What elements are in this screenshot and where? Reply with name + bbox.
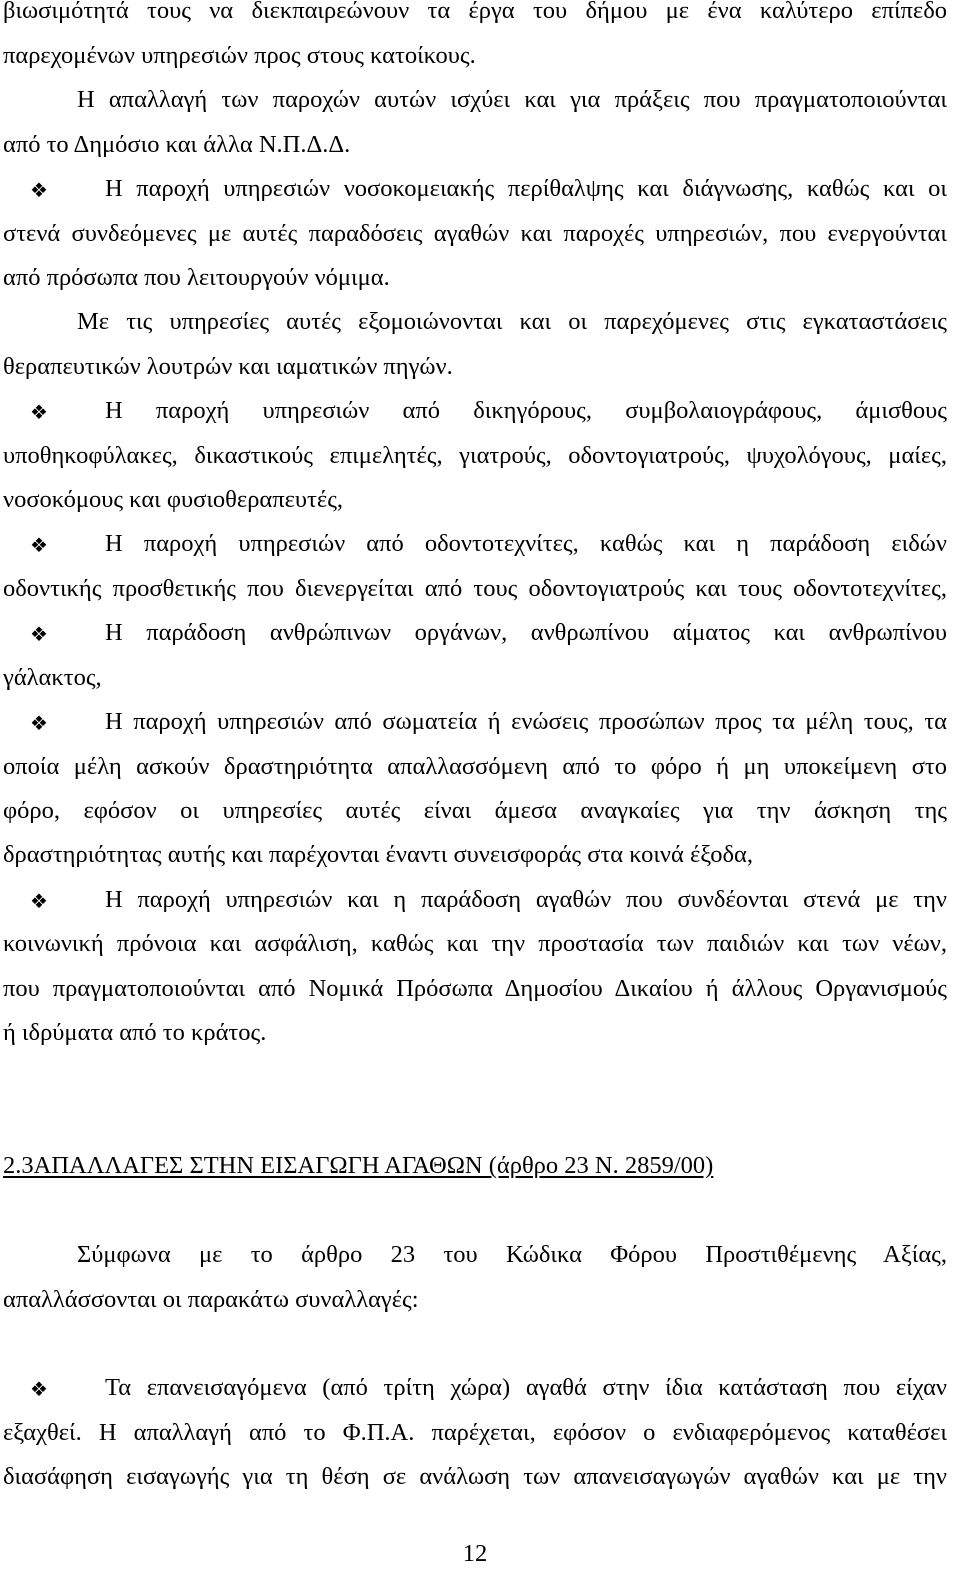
text-line: κοινωνική πρόνοια και ασφάλιση, καθώς και την προστασία των παιδιών και των νέων, (3, 930, 947, 958)
list-item (3, 389, 947, 522)
text-line: νοσοκόμους και φυσιοθεραπευτές, (3, 486, 344, 514)
list-item-first-line (3, 167, 947, 211)
text-line: από το Δημόσιο και άλλα Ν.Π.Δ.Δ. (3, 130, 351, 158)
document-page-text (3, 0, 947, 1500)
text-line: διασάφηση εισαγωγής για τη θέση σε ανάλωση των απανεισαγωγών αγαθών και με την (3, 1463, 947, 1491)
list-item (3, 878, 947, 1056)
list-item-first-line (3, 522, 947, 566)
list-item (3, 700, 947, 878)
section-heading-line (3, 1144, 947, 1188)
list-item (3, 611, 947, 700)
spacer (3, 1100, 947, 1144)
text-line: υποθηκοφύλακες, δικαστικούς επιμελητές, γιατρούς, οδοντογιατρούς, ψυχολόγους, μαίες, (3, 441, 947, 469)
text-line: Η παροχή υπηρεσιών από σωματεία ή ενώσεις προσώπων προς τα μέλη τους, τα (105, 708, 947, 736)
bullet-diamond-icon: ❖ (30, 400, 48, 425)
list-item-first-line (3, 611, 947, 655)
list-item-first-line (3, 389, 947, 433)
text-line: οδοντικής προσθετικής που διενεργείται από τους οδοντογιατρούς και τους οδοντοτεχνίτες, (3, 574, 947, 602)
list-item (3, 522, 947, 611)
text-line: Με τις υπηρεσίες αυτές εξομοιώνονται και οι παρεχόμενες στις εγκαταστάσεις (77, 308, 947, 336)
bullet-diamond-icon: ❖ (30, 533, 48, 558)
text-line: Τα επανεισαγόμενα (από τρίτη χώρα) αγαθά στην ίδια κατάσταση που είχαν (105, 1374, 947, 1402)
section-intro-paragraph (3, 1233, 947, 1322)
text-line: Σύμφωνα με το άρθρο 23 του Κώδικα Φόρου Προστιθέμενης Αξίας, (77, 1241, 947, 1269)
continued-paragraph (3, 0, 947, 78)
text-line: εξαχθεί. Η απαλλαγή από το Φ.Π.Α. παρέχεται, εφόσον ο ενδιαφερόμενος καταθέσει (3, 1418, 947, 1446)
text-line: οποία μέλη ασκούν δραστηριότητα απαλλασσόμενη από το φόρο ή μη υποκείμενη στο (3, 752, 947, 780)
bullet-diamond-icon: ❖ (30, 178, 48, 203)
text-line: Η απαλλαγή των παροχών αυτών ισχύει και για πράξεις που πραγματοποιούνται (77, 86, 947, 114)
text-line: ή ιδρύματα από το κράτος. (3, 1019, 267, 1047)
text-line: Η παροχή υπηρεσιών από οδοντοτεχνίτες, καθώς και η παράδοση ειδών (105, 530, 947, 558)
text-line: από πρόσωπα που λειτουργούν νόμιμα. (3, 263, 390, 291)
text-line: Η παράδοση ανθρώπινων οργάνων, ανθρωπίνου αίματος και ανθρωπίνου (105, 619, 947, 647)
text-line: απαλλάσσονται οι παρακάτω συναλλαγές: (3, 1285, 419, 1313)
bullet-diamond-icon: ❖ (30, 711, 48, 736)
text-line: δραστηριότητας αυτής και παρέχονται έναντι συνεισφοράς στα κοινά έξοδα, (3, 841, 754, 869)
supply-exemptions-list (3, 167, 947, 1055)
text-line: βιωσιμότητά τους να διεκπαιρεώνουν τα έργα του δήμου με ένα καλύτερο επίπεδο (3, 0, 947, 25)
page-number: 12 (462, 1540, 488, 1567)
text-line: που πραγματοποιούνται από Νομικά Πρόσωπα Δημοσίου Δικαίου ή άλλους Οργανισμούς (3, 974, 947, 1002)
spacer (3, 1056, 947, 1100)
bullet-diamond-icon: ❖ (30, 622, 48, 647)
list-item (3, 1366, 947, 1499)
text-line: Η παροχή υπηρεσιών και η παράδοση αγαθών που συνδέονται στενά με την (105, 885, 947, 913)
public-bodies-paragraph (3, 78, 947, 167)
spacer (3, 1322, 947, 1366)
text-line: θεραπευτικών λουτρών και ιαματικών πηγών. (3, 352, 453, 380)
section-heading: 2.3ΑΠΑΛΛΑΓΕΣ ΣΤΗΝ ΕΙΣΑΓΩΓΗ ΑΓΑΘΩΝ (άρθρο 23 Ν. 2859/00) (3, 1152, 714, 1180)
list-item (3, 167, 947, 389)
list-item-first-line (3, 700, 947, 744)
bullet-diamond-icon: ❖ (30, 1377, 48, 1402)
bullet-diamond-icon: ❖ (30, 888, 48, 913)
list-item-first-line (3, 1366, 947, 1410)
text-line: Η παροχή υπηρεσιών από δικηγόρους, συμβολαιογράφους, άμισθους (105, 397, 947, 425)
text-line: στενά συνδεόμενες με αυτές παραδόσεις αγαθών και παροχές υπηρεσιών, που ενεργούνται (3, 219, 947, 247)
section-2-3 (3, 1144, 947, 1499)
text-line: φόρο, εφόσον οι υπηρεσίες αυτές είναι άμεσα αναγκαίες για την άσκηση της (3, 797, 947, 824)
list-item-first-line (3, 878, 947, 922)
spacer (3, 1189, 947, 1233)
text-line: γάλακτος, (3, 663, 102, 691)
text-line: Η παροχή υπηρεσιών νοσοκομειακής περίθαλψης και διάγνωσης, καθώς και οι (105, 175, 947, 203)
text-line: παρεχομένων υπηρεσιών προς στους κατοίκους. (3, 41, 476, 69)
